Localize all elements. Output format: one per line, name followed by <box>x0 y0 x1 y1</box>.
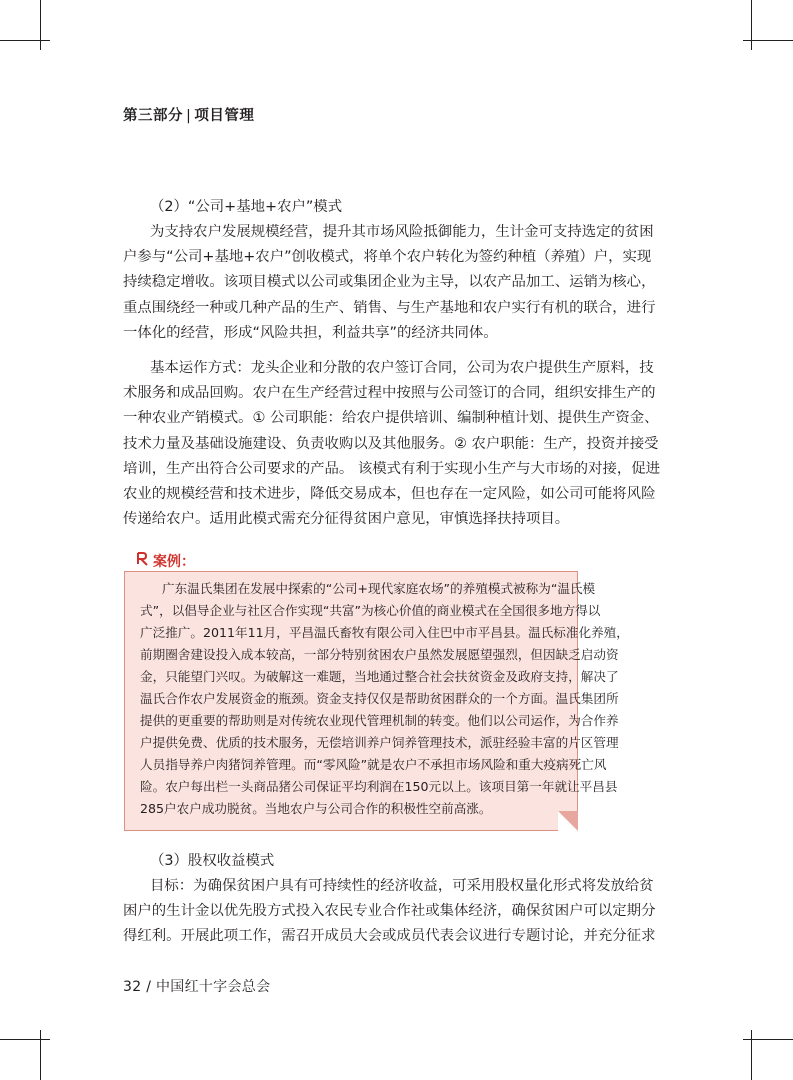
paragraph-equity-income <box>123 874 656 950</box>
header-part: 第三部分 <box>123 108 183 124</box>
page-number: 32 <box>123 979 142 995</box>
text-line: 广东温氏集团在发展中探索的“公司+现代家庭农场”的养殖模式被称为“温氏模 <box>162 581 596 596</box>
section-heading-2: （2）“公司+基地+农户”模式 <box>150 199 343 215</box>
text-line: 广泛推广。2011年11月，平昌温氏畜牧有限公司入住巴中市平昌县。温氏标准化养殖， <box>140 625 629 640</box>
case-label <box>135 551 195 571</box>
text-line: 温氏合作农户发展资金的瓶颈。资金支持仅仅是帮助贫困群众的一个方面。温氏集团所 <box>140 691 619 706</box>
case-text <box>140 578 629 820</box>
case-label-text: 案例： <box>153 554 195 570</box>
text-line: 为支持农户发展规模经营，提升其市场风险抵御能力，生计金可支持选定的贫困 <box>150 224 654 240</box>
running-header <box>123 104 254 125</box>
text-line: 一种农业产销模式。① 公司职能：给农户提供培训、编制种植计划、提供生产资金、 <box>123 410 659 427</box>
text-line: 一体化的经营，形成“风险共担，利益共享”的经济共同体。 <box>123 324 498 341</box>
text-line: 重点围绕经一种或几种产品的生产、销售、与生产基地和农户实行有机的联合，进行 <box>123 299 656 316</box>
text-line: 农业的规模经营和技术进步，降低交易成本，但也存在一定风险，如公司可能将风险 <box>123 485 656 502</box>
text-line: 户提供免费、优质的技术服务，无偿培训养户饲养管理技术，派驻经验丰富的片区管理 <box>140 735 619 750</box>
text-line: 人员指导养户肉猪饲养管理。而“零风险”就是农户不承担市场风险和重大疫病死亡风 <box>140 757 607 772</box>
text-line: 术服务和成品回购。农户在生产经营过程中按照与公司签订的合同，组织安排生产的 <box>123 385 656 402</box>
text-line: 得红利。开展此项工作，需召开成员大会或成员代表会议进行专题讨论，并充分征求 <box>123 928 656 945</box>
text-line: 基本运作方式：龙头企业和分散的农户签订合同，公司为农户提供生产原料，技 <box>150 360 654 376</box>
text-line: 传递给农户。适用此模式需充分征得贫困户意见，审慎选择扶持项目。 <box>123 511 570 528</box>
text-line: 式”，以倡导企业与社区合作实现“共富”为核心价值的商业模式在全国很多地方得以 <box>140 603 601 618</box>
text-line: 285户农户成功脱贫。当地农户与公司合作的积极性空前高涨。 <box>140 801 492 816</box>
text-line: 前期圈舍建设投入成本较高，一部分特别贫困农户虽然发展愿望强烈，但因缺乏启动资 <box>140 647 619 662</box>
page-footer <box>123 976 270 996</box>
text-line: 技术力量及基础设施建设、负责收购以及其他服务。② 农户职能：生产，投资并接受 <box>123 435 659 452</box>
text-line: 培训，生产出符合公司要求的产品。 该模式有利于实现小生产与大市场的对接，促进 <box>123 460 661 477</box>
text-line: 户参与“公司+基地+农户”创收模式，将单个农户转化为签约种植（养殖）户，实现 <box>123 249 652 266</box>
text-line: 困户的生计金以优先股方式投入农民专业合作社或集体经济，确保贫困户可以定期分 <box>123 903 656 920</box>
footer-separator: / <box>146 979 152 995</box>
text-line: 持续稳定增收。该项目模式以公司或集团企业为主导，以农产品加工、运销为核心， <box>123 274 656 291</box>
case-icon <box>135 552 149 570</box>
text-line: 金，只能望门兴叹。为破解这一难题，当地通过整合社会扶贫资金及政府支持，解决了 <box>140 669 619 684</box>
footer-organization: 中国红十字会总会 <box>155 979 271 995</box>
text-line: 提供的更重要的帮助则是对传统农业现代管理机制的转变。他们以公司运作，为合作养 <box>140 713 619 728</box>
section-heading-3: （3）股权收益模式 <box>150 853 275 869</box>
header-section: 项目管理 <box>194 108 255 124</box>
header-separator: | <box>186 108 192 124</box>
paragraph-operation-mode <box>123 356 661 532</box>
text-line: 目标：为确保贫困户具有可持续性的经济收益，可采用股权量化形式将发放给贫 <box>150 878 654 894</box>
text-line: 险。农户每出栏一头商品猪公司保证平均利润在150元以上。该项目第一年就让平昌县 <box>140 779 618 794</box>
paragraph-company-base-farmer <box>123 220 656 346</box>
